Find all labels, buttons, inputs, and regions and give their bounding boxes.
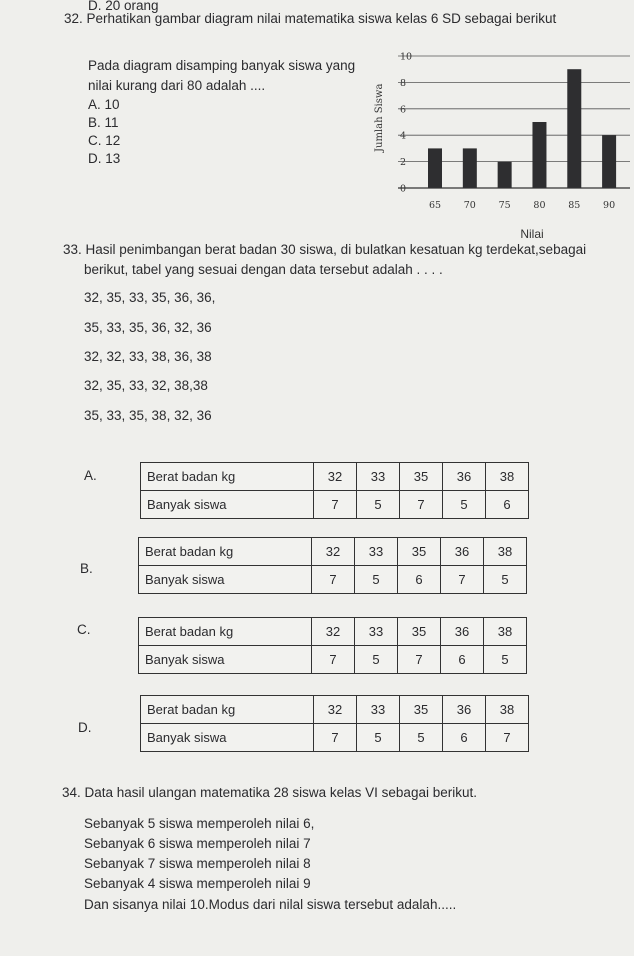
weight-cell: 36 [441,618,484,646]
count-cell: 5 [484,646,527,674]
count-cell: 6 [441,646,484,674]
q32-option-d: D. 13 [88,151,121,166]
weight-cell: 33 [355,538,398,566]
q34-line-1: Sebanyak 5 siswa memperoleh nilai 6, [84,816,315,831]
y-axis-label: Jumlah Siswa [374,83,385,152]
count-cell: 5 [484,566,527,594]
count-cell: 6 [398,566,441,594]
weight-header: Berat badan kg [139,538,312,566]
x-tick-label: 75 [498,200,511,211]
count-cell: 7 [486,724,529,752]
q33-option-a-label: A. [84,468,97,483]
count-cell: 5 [355,646,398,674]
count-cell: 5 [357,724,400,752]
q33-data-line-4: 32, 35, 33, 32, 38,38 [84,378,208,393]
y-tick-labels [400,52,412,195]
y-tick-label: 2 [400,157,407,169]
y-tick-label: 10 [400,51,413,63]
weight-cell: 33 [357,463,400,491]
q32-option-c: C. 12 [88,133,121,148]
weight-cell: 32 [314,463,357,491]
count-cell: 5 [443,491,486,519]
q34-line-2: Sebanyak 6 siswa memperoleh nilai 7 [84,836,311,851]
x-tick-label: 85 [568,200,581,211]
weight-cell: 32 [312,618,355,646]
count-cell: 5 [357,491,400,519]
bar-chart [368,44,634,244]
weight-cell: 35 [398,618,441,646]
q34-line-5: Dan sisanya nilai 10.Modus dari nilal siswa tersebut adalah..... [84,897,457,912]
q31-option-d: D. 20 orang [88,0,159,13]
weight-cell: 33 [357,696,400,724]
count-cell: 7 [312,566,355,594]
count-cell: 7 [398,646,441,674]
x-axis-label: Nilai [520,227,544,241]
x-tick-label: 70 [463,200,476,211]
weight-cell: 35 [400,463,443,491]
weight-cell: 38 [484,618,527,646]
weight-cell: 33 [355,618,398,646]
q33-data-line-3: 32, 32, 33, 38, 36, 38 [84,349,212,364]
y-tick-label: 0 [400,183,407,195]
q33-option-d-table [140,695,529,752]
count-header: Banyak siswa [141,724,314,752]
q33-stem-line-1: 33. Hasil penimbangan berat badan 30 siswa, di bulatkan kesatuan kg terdekat,sebagai [63,242,587,257]
y-tick-label: 8 [400,77,407,89]
count-header: Banyak siswa [139,566,312,594]
q32-stem: 32. Perhatikan gambar diagram nilai matematika siswa kelas 6 SD sebagai berikut [64,11,557,26]
bar-80 [532,122,546,188]
weight-header: Berat badan kg [141,696,314,724]
weight-cell: 35 [398,538,441,566]
weight-cell: 36 [441,538,484,566]
count-cell: 5 [355,566,398,594]
weight-header: Berat badan kg [141,463,314,491]
q33-option-b-label: B. [80,561,93,576]
x-tick-label: 65 [428,200,442,211]
q33-option-b-table [138,537,527,594]
weight-cell: 38 [486,463,529,491]
weight-cell: 32 [312,538,355,566]
weight-header: Berat badan kg [139,618,312,646]
x-tick-label: 80 [533,200,546,211]
weight-cell: 35 [400,696,443,724]
q32-prompt-line-2: nilai kurang dari 80 adalah .... [88,78,266,93]
y-tick-label: 4 [400,130,407,142]
q33-option-a-table [140,462,529,519]
q32-option-a: A. 10 [88,97,120,112]
bar-75 [498,162,512,188]
weight-cell: 36 [443,463,486,491]
count-cell: 6 [443,724,486,752]
weight-cell: 36 [443,696,486,724]
q34-line-4: Sebanyak 4 siswa memperoleh nilai 9 [84,876,311,891]
bar-70 [463,148,477,188]
q33-option-c-table [138,617,527,674]
q33-option-c-label: C. [77,622,91,637]
count-cell: 6 [486,491,529,519]
bar-90 [602,135,616,188]
count-cell: 7 [314,724,357,752]
count-cell: 7 [314,491,357,519]
q34-line-3: Sebanyak 7 siswa memperoleh nilai 8 [84,856,311,871]
count-cell: 5 [400,724,443,752]
count-header: Banyak siswa [139,646,312,674]
q33-stem-line-2: berikut, tabel yang sesuai dengan data tersebut adalah . . . . [84,262,443,277]
weight-cell: 32 [314,696,357,724]
q32-prompt-line-1: Pada diagram disamping banyak siswa yang [88,58,356,73]
count-cell: 7 [441,566,484,594]
count-cell: 7 [312,646,355,674]
q33-data-line-2: 35, 33, 35, 36, 32, 36 [84,320,212,335]
q33-option-d-label: D. [78,720,92,735]
weight-cell: 38 [486,696,529,724]
chart-bars [428,69,616,188]
q32-option-b: B. 11 [88,115,119,130]
count-header: Banyak siswa [141,491,314,519]
x-tick-labels [429,200,615,211]
x-tick-label: 90 [603,200,616,211]
chart-grid [398,56,630,162]
bar-85 [567,69,581,188]
y-tick-label: 6 [400,104,407,116]
q33-data-line-1: 32, 35, 33, 35, 36, 36, [84,290,216,305]
q34-stem: 34. Data hasil ulangan matematika 28 siswa kelas VI sebagai berikut. [62,785,477,800]
q33-data-line-5: 35, 33, 35, 38, 32, 36 [84,408,212,423]
count-cell: 7 [400,491,443,519]
bar-65 [428,148,442,188]
weight-cell: 38 [484,538,527,566]
